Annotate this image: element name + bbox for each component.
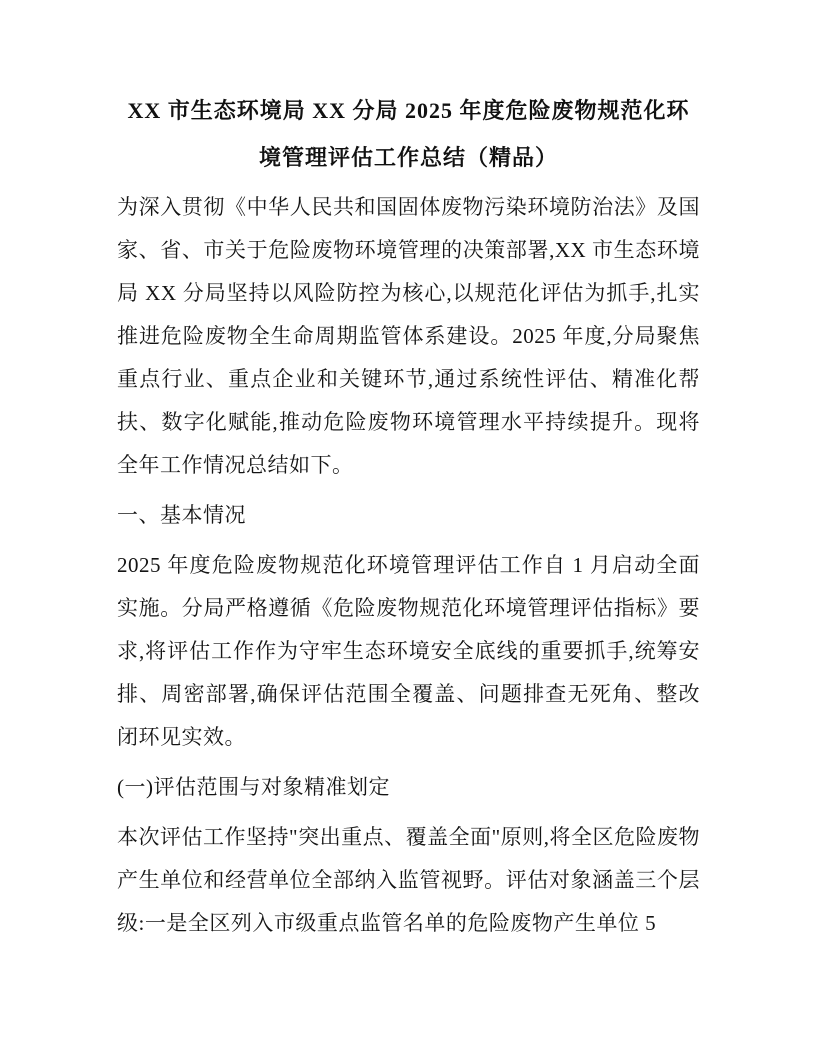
paragraph-scope: 本次评估工作坚持"突出重点、覆盖全面"原则,将全区危险废物产生单位和经营单位全部纳入监管视野。评估对象涵盖三个层级:一是全区列入市级重点监管名单的危险废物产生单位 5 [117,825,700,935]
section-heading-basic-situation: 一、基本情况 [117,503,246,527]
paragraph-basic-situation: 2025 年度危险废物规范化环境管理评估工作自 1 月启动全面实施。分局严格遵循《危险废物规范化环境管理评估指标》要求,将评估工作作为守牢生态环境安全底线的重要抓手,统筹安排、周密部署,确保评估范围全覆盖、问题排查无死角、整改闭环见实效。 [117,553,700,749]
subsection-heading-scope: (一)评估范围与对象精准划定 [117,775,390,799]
document-title: XX 市生态环境局 XX 分局 2025 年度危险废物规范化环境管理评估工作总结（精品） [127,98,690,170]
paragraph-intro: 为深入贯彻《中华人民共和国固体废物污染环境防治法》及国家、省、市关于危险废物环境管理的决策部署,XX 市生态环境局 XX 分局坚持以风险防控为核心,以规范化评估为抓手,扎实推进危险废物全生命周期监管体系建设。2025 年度,分局聚焦重点行业、重点企业和关键环节,通过系统性评估、精准化帮扶、数字化赋能,推动危险废物环境管理水平持续提升。现将全年工作情况总结如下。 [117,195,700,477]
